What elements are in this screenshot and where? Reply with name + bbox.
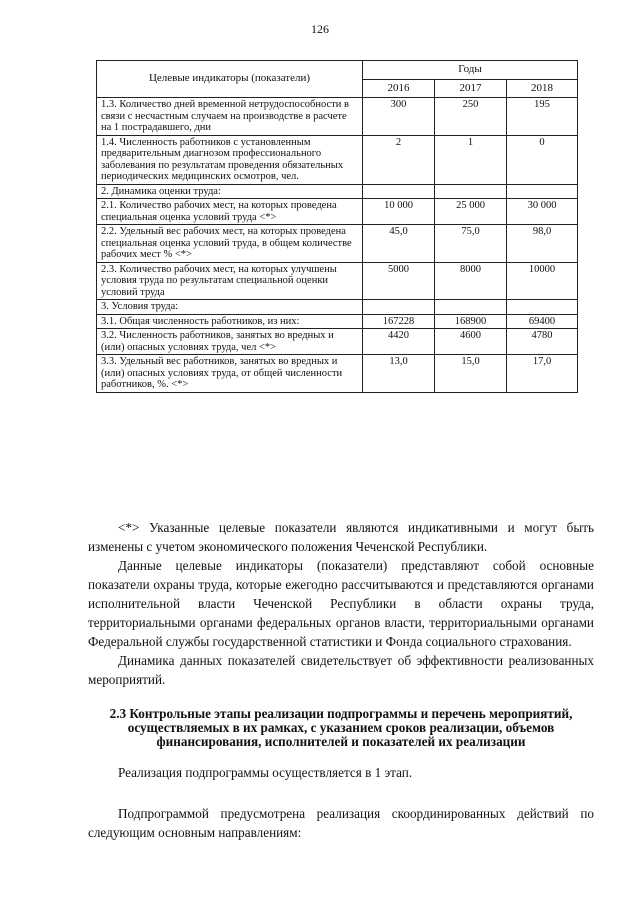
- indicator-value: 300: [363, 98, 435, 136]
- indicator-value: 4600: [435, 329, 507, 355]
- indicator-label: 3.2. Численность работников, занятых во вредных и (или) опасных условиях труда, чел <*>: [97, 329, 363, 355]
- table-row: [97, 199, 578, 225]
- indicators-table: [96, 60, 578, 393]
- paragraph: Подпрограммой предусмотрена реализация скоординированных действий по следующим основным направлениям:: [88, 806, 594, 840]
- paragraph: Динамика данных показателей свидетельствует об эффективности реализованных мероприятий.: [88, 653, 594, 687]
- section-heading: 2.3 Контрольные этапы реализации подпрограммы и перечень мероприятий, осуществляемых в их рамках, с указанием сроков реализации, объемов финансирования, исполнителей и показателей их реализации: [109, 706, 573, 749]
- table-row: [97, 355, 578, 393]
- indicator-label: 3.3. Удельный вес работников, занятых во вредных и (или) опасных условиях труда, от общей численности работников, %. <*>: [97, 355, 363, 393]
- indicator-value: 15,0: [435, 355, 507, 393]
- indicator-value: 5000: [363, 262, 435, 300]
- indicator-value: [363, 184, 435, 199]
- indicator-value: 8000: [435, 262, 507, 300]
- indicator-label: 3.1. Общая численность работников, из них:: [97, 314, 363, 329]
- indicator-value: 168900: [435, 314, 507, 329]
- table-row: [97, 262, 578, 300]
- indicator-value: 250: [435, 98, 507, 136]
- indicator-value: 75,0: [435, 225, 507, 263]
- indicator-value: 0: [507, 135, 578, 184]
- table-row: [97, 225, 578, 263]
- year-header: 2016: [363, 79, 435, 98]
- indicator-label: 1.4. Численность работников с установленным предварительным диагнозом профессионального заболевания по результатам проведения обязательных периодических медицинских осмотров, чел.: [97, 135, 363, 184]
- indicator-value: 2: [363, 135, 435, 184]
- table-row: [97, 329, 578, 355]
- indicator-value: 4420: [363, 329, 435, 355]
- table-row: [97, 98, 578, 136]
- page-number: 126: [311, 22, 329, 36]
- indicator-value: 10000: [507, 262, 578, 300]
- indicator-value: [435, 300, 507, 315]
- indicator-value: 69400: [507, 314, 578, 329]
- indicator-value: 17,0: [507, 355, 578, 393]
- table-row: [97, 135, 578, 184]
- paragraph: Реализация подпрограммы осуществляется в 1 этап.: [118, 765, 413, 780]
- table-row: [97, 184, 578, 199]
- indicator-value: [507, 184, 578, 199]
- table-row: [97, 314, 578, 329]
- year-header: 2018: [507, 79, 578, 98]
- footnote-paragraph: <*> Указанные целевые показатели являются индикативными и могут быть изменены с учетом экономического положения Чеченской Республики.: [88, 520, 594, 554]
- indicator-label: 1.3. Количество дней временной нетрудоспособности в связи с несчастным случаем на производстве в расчете на 1 пострадавшего, дни: [97, 98, 363, 136]
- indicator-label: 2. Динамика оценки труда:: [97, 184, 363, 199]
- indicator-value: 10 000: [363, 199, 435, 225]
- indicator-value: 13,0: [363, 355, 435, 393]
- indicator-label: 3. Условия труда:: [97, 300, 363, 315]
- indicator-value: 4780: [507, 329, 578, 355]
- year-header: 2017: [435, 79, 507, 98]
- indicator-label: 2.1. Количество рабочих мест, на которых проведена специальная оценка условий труда <*>: [97, 199, 363, 225]
- indicator-value: 1: [435, 135, 507, 184]
- indicator-value: 98,0: [507, 225, 578, 263]
- indicator-value: 167228: [363, 314, 435, 329]
- indicator-value: [507, 300, 578, 315]
- indicator-value: 25 000: [435, 199, 507, 225]
- indicator-value: 195: [507, 98, 578, 136]
- indicator-value: 30 000: [507, 199, 578, 225]
- body-text: [88, 518, 594, 842]
- indicator-value: [435, 184, 507, 199]
- paragraph: Данные целевые индикаторы (показатели) представляют собой основные показатели охраны труда, которые ежегодно рассчитываются и представляются органами исполнительной власти Чеченской Республики в области охраны труда, территориальными органами федеральных органов власти, территориальными органами Федеральной службы государственной статистики и Фонда социального страхования.: [88, 558, 594, 649]
- indicator-value: [363, 300, 435, 315]
- indicator-label: 2.3. Количество рабочих мест, на которых улучшены условия труда по результатам специальной оценки условий труда: [97, 262, 363, 300]
- indicator-value: 45,0: [363, 225, 435, 263]
- table-row: [97, 300, 578, 315]
- indicators-header: Целевые индикаторы (показатели): [97, 61, 363, 98]
- indicator-label: 2.2. Удельный вес рабочих мест, на которых проведена специальная оценка условий труда, в общем количестве рабочих мест % <*>: [97, 225, 363, 263]
- years-header: Годы: [363, 61, 578, 80]
